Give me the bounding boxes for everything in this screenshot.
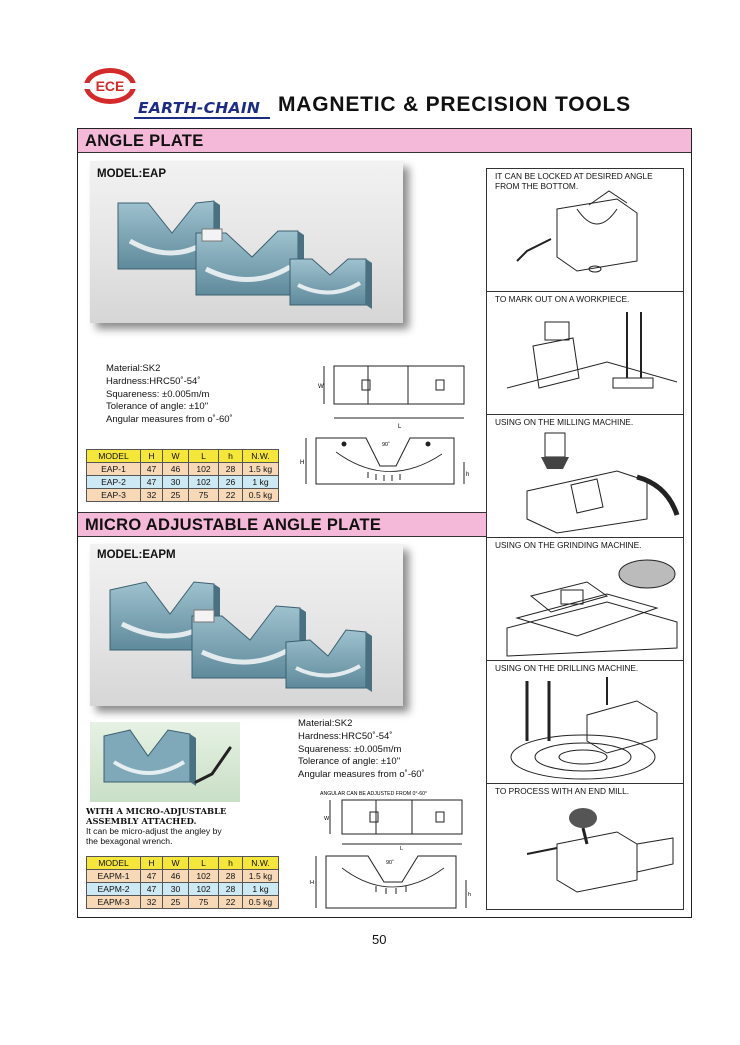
logo-text: ECE <box>95 78 125 94</box>
brand-underline <box>134 117 270 119</box>
eap-spec-hardness: Hardness:HRC50˚-54˚ <box>106 375 201 387</box>
cell: 30 <box>163 476 189 489</box>
cell: 32 <box>141 896 163 909</box>
cell: 47 <box>141 476 163 489</box>
cell: 0.5 kg <box>243 896 279 909</box>
note-bold-line-2: ASSEMBLY ATTACHED. <box>86 816 197 826</box>
col-w: W <box>163 857 189 870</box>
usage-mark-out <box>487 292 683 415</box>
eapm-dim-l: L <box>400 846 404 850</box>
usage-drilling <box>487 661 683 784</box>
cell: 32 <box>141 489 163 502</box>
cell: 47 <box>141 463 163 476</box>
page-number: 50 <box>372 932 387 947</box>
eapm-dim-w: W <box>324 816 330 822</box>
eapm-front-view-drawing <box>306 852 476 919</box>
usage-caption: TO MARK OUT ON A WORKPIECE. <box>495 294 630 304</box>
note-line-2: the bexagonal wrench. <box>86 836 173 846</box>
eapm-spec-material: Material:SK2 <box>298 718 353 729</box>
eap-top-view-drawing <box>310 362 475 437</box>
brand-name: EARTH-CHAIN <box>138 99 261 117</box>
cell: 22 <box>219 489 243 502</box>
page-title: MAGNETIC & PRECISION TOOLS <box>278 93 631 116</box>
col-nw: N.W. <box>243 857 279 870</box>
table-row <box>87 463 279 476</box>
col-l: L <box>189 450 219 463</box>
cell: 25 <box>163 489 189 502</box>
cell: 46 <box>163 870 189 883</box>
table-row <box>87 476 279 489</box>
cell: 47 <box>141 883 163 896</box>
eap-spec-table <box>86 449 279 502</box>
usage-milling <box>487 415 683 538</box>
usage-illustration <box>487 538 683 661</box>
usage-caption: USING ON THE MILLING MACHINE. <box>495 417 634 427</box>
col-h: H <box>141 450 163 463</box>
eapm-spec-hardness: Hardness:HRC50˚-54˚ <box>298 730 393 742</box>
cell: 102 <box>189 476 219 489</box>
col-h: H <box>141 857 163 870</box>
note-line-1: It can be micro-adjust the angley by <box>86 826 222 836</box>
table-row <box>87 489 279 502</box>
usage-caption: USING ON THE DRILLING MACHINE. <box>495 663 639 673</box>
col-model: MODEL <box>87 857 141 870</box>
eap-dim-h-small: h <box>466 472 470 478</box>
usage-illustration <box>487 784 683 909</box>
eap-specs <box>106 363 233 427</box>
cell: EAP-3 <box>87 489 141 502</box>
eap-dim-h-big: H <box>300 460 305 466</box>
section-title-angle-plate: ANGLE PLATE <box>78 129 691 153</box>
cell: 1.5 kg <box>243 870 279 883</box>
cell: 0.5 kg <box>243 489 279 502</box>
eapm-top-view-drawing <box>316 788 476 855</box>
eapm-drawing-caption: ANGULAR CAN BE ADJUSTED FROM 0°-60° <box>320 791 428 797</box>
cell: 28 <box>219 870 243 883</box>
eap-dim-l: L <box>398 424 402 430</box>
eapm-spec-table <box>86 856 279 909</box>
cell: EAPM-1 <box>87 870 141 883</box>
usage-illustration <box>487 292 683 415</box>
usage-panel <box>486 168 684 910</box>
eap-dim-w: W <box>318 384 324 390</box>
eapm-product-photo <box>90 544 403 706</box>
eap-product-photo <box>90 161 403 323</box>
eapm-dim-h-small: h <box>468 892 472 898</box>
cell: 28 <box>219 463 243 476</box>
eap-spec-angular: Angular measures from o˚-60˚ <box>106 414 233 426</box>
eapm-wrench-photo <box>90 722 240 802</box>
eapm-spec-tolerance: Tolerance of angle: ±10" <box>298 756 401 768</box>
usage-end-mill <box>487 784 683 909</box>
col-h-small: h <box>219 857 243 870</box>
cell: 30 <box>163 883 189 896</box>
usage-caption: USING ON THE GRINDING MACHINE. <box>495 540 642 550</box>
cell: EAPM-2 <box>87 883 141 896</box>
cell: 1 kg <box>243 476 279 489</box>
section-title-micro-adjustable: MICRO ADJUSTABLE ANGLE PLATE <box>78 512 486 537</box>
table-header-row <box>87 450 279 463</box>
col-w: W <box>163 450 189 463</box>
eap-model-label: MODEL:EAP <box>97 168 166 180</box>
cell: EAP-2 <box>87 476 141 489</box>
cell: 102 <box>189 883 219 896</box>
col-nw: N.W. <box>243 450 279 463</box>
micro-adjust-note <box>86 806 226 846</box>
note-bold-line-1: WITH A MICRO-ADJUSTABLE <box>86 806 227 816</box>
eapm-model-label: MODEL:EAPM <box>97 549 176 561</box>
cell: 28 <box>219 883 243 896</box>
eap-front-view-drawing <box>296 432 474 511</box>
cell: 26 <box>219 476 243 489</box>
cell: 25 <box>163 896 189 909</box>
cell: 75 <box>189 896 219 909</box>
table-header-row <box>87 857 279 870</box>
eapm-spec-angular: Angular measures from o˚-60˚ <box>298 769 425 781</box>
cell: EAP-1 <box>87 463 141 476</box>
cell: 1.5 kg <box>243 463 279 476</box>
eap-spec-material: Material:SK2 <box>106 363 161 374</box>
eap-spec-tolerance: Tolerance of angle: ±10" <box>106 401 209 413</box>
table-row <box>87 870 279 883</box>
eap-dim-angle: 90˚ <box>382 442 390 448</box>
usage-illustration <box>487 169 683 292</box>
eap-spec-squareness: Squareness: ±0.005m/m <box>106 388 210 400</box>
table-row <box>87 883 279 896</box>
eapm-dim-h-big: H <box>310 880 314 886</box>
usage-illustration <box>487 661 683 784</box>
cell: EAPM-3 <box>87 896 141 909</box>
eapm-dim-angle: 90˚ <box>386 860 394 866</box>
col-model: MODEL <box>87 450 141 463</box>
cell: 1 kg <box>243 883 279 896</box>
table-row <box>87 896 279 909</box>
usage-locked-angle <box>487 169 683 292</box>
usage-caption: TO PROCESS WITH AN END MILL. <box>495 786 630 796</box>
usage-grinding <box>487 538 683 661</box>
usage-caption: IT CAN BE LOCKED AT DESIRED ANGLE FROM THE BOTTOM. <box>495 171 653 191</box>
cell: 22 <box>219 896 243 909</box>
eapm-specs <box>298 718 425 782</box>
usage-illustration <box>487 415 683 538</box>
cell: 75 <box>189 489 219 502</box>
eapm-spec-squareness: Squareness: ±0.005m/m <box>298 743 402 755</box>
col-h-small: h <box>219 450 243 463</box>
cell: 46 <box>163 463 189 476</box>
cell: 102 <box>189 870 219 883</box>
cell: 102 <box>189 463 219 476</box>
col-l: L <box>189 857 219 870</box>
cell: 47 <box>141 870 163 883</box>
